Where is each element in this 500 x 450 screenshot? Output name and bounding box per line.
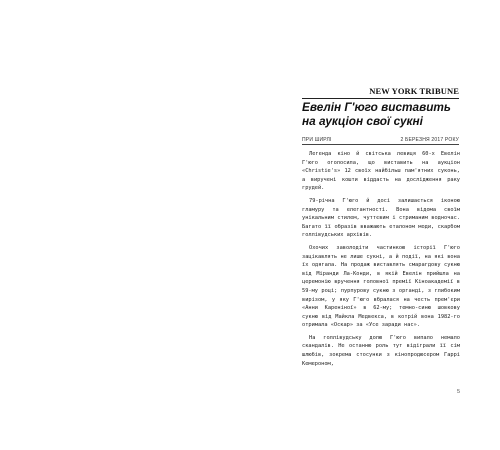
byline-divider <box>302 144 459 145</box>
article-paragraph-1: Легенда кіно й світська левиця 60-х Евелін Г'юго оголосила, що виставить на аукціон «Christie's» 12 своїх найбільш пам'ятних суконь, а виручені кошти віддасть на дослідження раку грудей. <box>302 151 460 192</box>
article-body <box>302 150 460 372</box>
article-paragraph-4: На голлівудську долю Г'юго випало немало скандалів. Не останню роль тут відіграли її сім шлюбів, зокрема стосунки з кінопродюсером Гаррі Кемероном, <box>302 334 460 367</box>
article-title: Евелін Г'юго виставить на аукціон свої сукні <box>302 100 451 128</box>
article-author: ПРИ ШИРЛІ <box>302 137 332 143</box>
publication-name: NEW YORK TRIBUNE <box>369 86 459 96</box>
article-paragraph-2: 79-річна Г'юго й досі залишається іконою гламуру та елегантності. Вона відома своїм унікальним стилем, чуттєвим і стриманим водночас. Багато її образів вважають еталоном моди, скарбом голлівудських архівів. <box>302 197 460 239</box>
article-date: 2 БЕРЕЗНЯ 2017 РОКУ <box>400 137 459 143</box>
article-paragraph-3: Охочих заволодіти частинкою історії Г'юго зацікавлять не лише сукні, а й події, на які вона їх одягала. На продаж виставлять смарагдову сукню від Міранди Ла-Конди, в якій Евелін прийшла на церемонію вручення головної премії Кіноакадемії в 59-му році; пурпурову сукню з органді, з глибоким вирізом, у яку Г'юго вбралася на честь прем'єри «Анни Кареніної» в 62-му; темно-синю шовкову сукню від Майкла Медвекса, в котрій вона 1982-го отримала «Оскар» за «Усе заради нас». <box>302 244 460 329</box>
page-number: 5 <box>456 389 460 395</box>
header-divider <box>302 98 459 99</box>
